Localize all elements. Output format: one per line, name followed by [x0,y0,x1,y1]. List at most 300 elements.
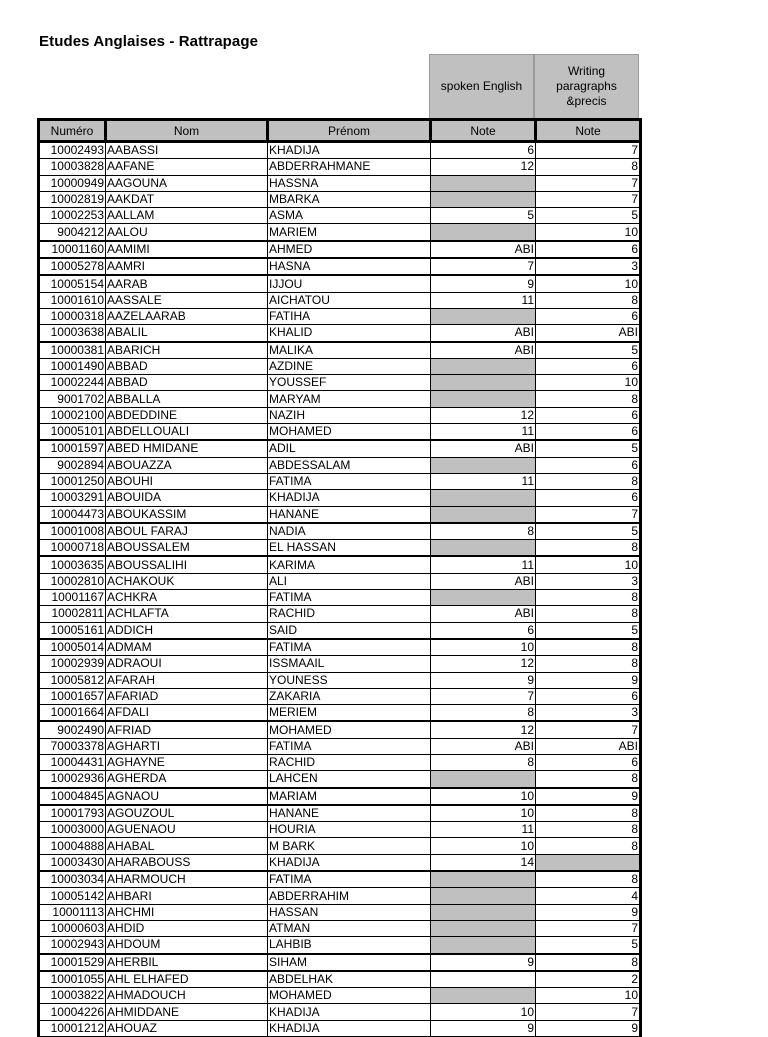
cell-note-spoken: ABI [431,342,536,359]
table-body [39,142,641,1037]
cell-nom: AARAB [106,275,268,292]
cell-numero: 10003635 [39,556,106,573]
cell-prenom: AICHATOU [268,292,431,308]
table-row [39,622,641,639]
table-row [39,1004,641,1020]
cell-prenom: ADIL [268,440,431,457]
cell-prenom: MARIEM [268,224,431,241]
cell-note-spoken: ABI [431,440,536,457]
table-row [39,292,641,308]
cell-note-spoken: ABI [431,241,536,258]
cell-nom: AFRIAD [106,721,268,738]
cell-prenom: FATIHA [268,308,431,324]
cell-numero: 9004212 [39,224,106,241]
cell-note-spoken: 10 [431,1004,536,1020]
cell-note-writing: 4 [536,888,641,904]
cell-nom: AALOU [106,224,268,241]
table-row [39,457,641,473]
cell-numero: 70003378 [39,738,106,754]
cell-numero: 10001490 [39,358,106,374]
table-row [39,606,641,622]
cell-note-spoken [431,308,536,324]
cell-numero: 10000381 [39,342,106,359]
cell-numero: 10001212 [39,1020,106,1036]
table-row [39,523,641,540]
cell-note-writing: 6 [536,407,641,423]
cell-nom: ABOUL FARAJ [106,523,268,540]
cell-prenom: HANANE [268,805,431,822]
cell-note-spoken [431,920,536,936]
cell-nom: AASSALE [106,292,268,308]
cell-prenom: HASSAN [268,904,431,920]
cell-note-writing: 8 [536,391,641,407]
table-row [39,275,641,292]
table-row [39,573,641,589]
cell-numero: 10000603 [39,920,106,936]
cell-note-writing: 8 [536,771,641,788]
cell-nom: AAMIMI [106,241,268,258]
cell-prenom: KHADIJA [268,854,431,871]
table-row [39,407,641,423]
table-row [39,590,641,606]
cell-note-writing: 7 [536,920,641,936]
cell-note-writing: 5 [536,622,641,639]
cell-prenom: MBARKA [268,191,431,207]
cell-nom: AGHARTI [106,738,268,754]
cell-prenom: MARIAM [268,788,431,805]
cell-note-writing: 8 [536,656,641,672]
subject-spoken-english-header: spoken English [429,54,534,118]
column-header-nom: Nom [106,120,268,142]
table-row [39,639,641,656]
cell-nom: ABBAD [106,375,268,391]
cell-note-writing: 8 [536,606,641,622]
table-row [39,473,641,489]
cell-prenom: MALIKA [268,342,431,359]
cell-nom: ABBALLA [106,391,268,407]
cell-prenom: MOHAMED [268,424,431,441]
cell-note-writing: 7 [536,191,641,207]
cell-nom: ADRAOUI [106,656,268,672]
cell-note-writing: 8 [536,292,641,308]
table-row [39,822,641,838]
cell-numero: 10002819 [39,191,106,207]
cell-prenom: AZDINE [268,358,431,374]
table-row [39,904,641,920]
cell-nom: ABDELLOUALI [106,424,268,441]
cell-note-writing: 8 [536,954,641,971]
cell-note-writing: 10 [536,275,641,292]
cell-note-writing: 5 [536,440,641,457]
cell-prenom: YOUNESS [268,672,431,688]
cell-numero: 10000949 [39,175,106,191]
table-row [39,490,641,506]
cell-note-writing: 5 [536,342,641,359]
table-row [39,358,641,374]
cell-nom: ACHKRA [106,590,268,606]
cell-prenom: ABDERRAHMANE [268,159,431,175]
cell-note-spoken [431,358,536,374]
table-row [39,771,641,788]
cell-note-spoken [431,175,536,191]
table-row [39,308,641,324]
cell-prenom: ZAKARIA [268,688,431,704]
table-row [39,325,641,342]
cell-nom: AHDOUM [106,937,268,954]
cell-prenom: ABDERRAHIM [268,888,431,904]
cell-prenom: MERIEM [268,705,431,722]
cell-note-spoken: ABI [431,573,536,589]
cell-note-writing: 7 [536,721,641,738]
cell-nom: ACHLAFTA [106,606,268,622]
cell-note-writing: 9 [536,672,641,688]
cell-numero: 10001664 [39,705,106,722]
cell-nom: AHERBIL [106,954,268,971]
cell-note-writing: 3 [536,705,641,722]
cell-numero: 10005278 [39,258,106,275]
table-row [39,920,641,936]
cell-note-writing: 10 [536,556,641,573]
cell-note-spoken: 10 [431,788,536,805]
table-row [39,159,641,175]
cell-nom: ABOUSSALIHI [106,556,268,573]
cell-prenom: ALI [268,573,431,589]
page-title: Etudes Anglaises - Rattrapage [39,33,259,50]
cell-note-spoken: 11 [431,292,536,308]
cell-note-spoken [431,224,536,241]
cell-numero: 10005812 [39,672,106,688]
cell-note-spoken: 9 [431,1020,536,1036]
cell-numero: 10002811 [39,606,106,622]
cell-numero: 9002894 [39,457,106,473]
cell-note-spoken: 12 [431,159,536,175]
cell-nom: AHABAL [106,838,268,854]
cell-note-writing: 5 [536,523,641,540]
cell-prenom: MARYAM [268,391,431,407]
table-row [39,375,641,391]
cell-numero: 10001793 [39,805,106,822]
cell-nom: AGHAYNE [106,754,268,770]
cell-prenom: FATIMA [268,639,431,656]
cell-note-writing: 8 [536,159,641,175]
cell-numero: 10001113 [39,904,106,920]
table-row [39,971,641,988]
cell-note-spoken [431,490,536,506]
cell-nom: AGNAOU [106,788,268,805]
cell-numero: 10004431 [39,754,106,770]
table-row [39,705,641,722]
cell-note-spoken: 8 [431,754,536,770]
cell-note-writing: 10 [536,224,641,241]
cell-prenom: AHMED [268,241,431,258]
cell-numero: 10005101 [39,424,106,441]
cell-note-spoken: 10 [431,639,536,656]
cell-numero: 10001167 [39,590,106,606]
cell-numero: 10004226 [39,1004,106,1020]
cell-prenom: EL HASSAN [268,540,431,557]
cell-note-spoken: 12 [431,721,536,738]
grades-table [37,118,642,1037]
cell-note-spoken: 9 [431,954,536,971]
cell-numero: 10002244 [39,375,106,391]
cell-nom: ADDICH [106,622,268,639]
cell-prenom: IJJOU [268,275,431,292]
cell-note-spoken: 5 [431,208,536,224]
cell-note-writing: 6 [536,688,641,704]
column-header-prenom: Prénom [268,120,431,142]
cell-note-spoken: 11 [431,556,536,573]
cell-nom: ABALIL [106,325,268,342]
cell-nom: ABOUIDA [106,490,268,506]
cell-prenom: FATIMA [268,871,431,888]
cell-note-spoken [431,771,536,788]
cell-note-spoken: 7 [431,688,536,704]
cell-nom: AAMRI [106,258,268,275]
cell-numero: 10003822 [39,988,106,1004]
cell-prenom: ATMAN [268,920,431,936]
cell-note-spoken [431,457,536,473]
cell-prenom: ISSMAAIL [268,656,431,672]
column-header-note-spoken: Note [431,120,536,142]
cell-numero: 10003034 [39,871,106,888]
cell-note-spoken: ABI [431,325,536,342]
cell-numero: 10004845 [39,788,106,805]
cell-numero: 10002810 [39,573,106,589]
cell-note-spoken [431,391,536,407]
cell-note-writing: ABI [536,325,641,342]
cell-prenom: M BARK [268,838,431,854]
cell-note-writing: 6 [536,754,641,770]
cell-note-spoken [431,590,536,606]
cell-numero: 10005161 [39,622,106,639]
cell-note-writing: 5 [536,208,641,224]
cell-note-writing: 7 [536,1004,641,1020]
cell-prenom: KHADIJA [268,1004,431,1020]
cell-nom: AAFANE [106,159,268,175]
cell-prenom: SAID [268,622,431,639]
cell-note-writing: 7 [536,175,641,191]
cell-note-writing: 8 [536,822,641,838]
table-row [39,391,641,407]
cell-prenom: ASMA [268,208,431,224]
cell-prenom: LAHCEN [268,771,431,788]
cell-prenom: RACHID [268,606,431,622]
cell-note-spoken: 9 [431,275,536,292]
cell-numero: 10001529 [39,954,106,971]
table-row [39,208,641,224]
cell-note-spoken: ABI [431,738,536,754]
cell-note-spoken: 8 [431,705,536,722]
cell-nom: AAKDAT [106,191,268,207]
table-row [39,556,641,573]
cell-note-writing: 9 [536,904,641,920]
cell-note-writing: 9 [536,788,641,805]
cell-prenom: FATIMA [268,590,431,606]
cell-note-spoken [431,506,536,523]
cell-note-spoken: 11 [431,424,536,441]
table-row [39,672,641,688]
cell-note-writing: ABI [536,738,641,754]
cell-numero: 10002493 [39,142,106,159]
cell-note-writing: 10 [536,988,641,1004]
cell-note-spoken: 7 [431,258,536,275]
cell-note-writing: 3 [536,573,641,589]
cell-prenom: FATIMA [268,738,431,754]
table-row [39,937,641,954]
cell-prenom: MOHAMED [268,721,431,738]
table-row [39,721,641,738]
cell-prenom: LAHBIB [268,937,431,954]
cell-note-writing: 3 [536,258,641,275]
cell-numero: 10002936 [39,771,106,788]
cell-note-writing: 8 [536,540,641,557]
cell-numero: 10005014 [39,639,106,656]
cell-nom: AFARAH [106,672,268,688]
cell-numero: 10003638 [39,325,106,342]
cell-prenom: ABDELHAK [268,971,431,988]
cell-prenom: HASNA [268,258,431,275]
cell-note-writing: 10 [536,375,641,391]
cell-note-writing: 8 [536,590,641,606]
table-row [39,805,641,822]
table-row [39,440,641,457]
cell-note-spoken: 11 [431,473,536,489]
cell-note-writing: 5 [536,937,641,954]
cell-note-writing: 6 [536,358,641,374]
cell-prenom: NAZIH [268,407,431,423]
cell-note-writing: 9 [536,1020,641,1036]
cell-note-spoken [431,988,536,1004]
cell-numero: 10002939 [39,656,106,672]
cell-note-spoken: 14 [431,854,536,871]
cell-numero: 10001250 [39,473,106,489]
table-row [39,506,641,523]
table-row [39,838,641,854]
cell-prenom: ABDESSALAM [268,457,431,473]
cell-prenom: SIHAM [268,954,431,971]
cell-note-writing: 6 [536,490,641,506]
table-row [39,871,641,888]
cell-nom: ABOUHI [106,473,268,489]
cell-note-writing: 7 [536,142,641,159]
cell-nom: AAZELAARAB [106,308,268,324]
cell-prenom: KHADIJA [268,142,431,159]
table-row [39,788,641,805]
cell-numero: 10000318 [39,308,106,324]
cell-nom: AAGOUNA [106,175,268,191]
cell-note-spoken [431,904,536,920]
cell-nom: AGUENAOU [106,822,268,838]
cell-numero: 10005154 [39,275,106,292]
cell-prenom: KHADIJA [268,1020,431,1036]
cell-note-writing: 8 [536,838,641,854]
table-row [39,738,641,754]
cell-nom: AGOUZOUL [106,805,268,822]
cell-note-spoken: 10 [431,838,536,854]
cell-nom: AHCHMI [106,904,268,920]
subject-writing-header: Writing paragraphs &precis [534,54,639,118]
cell-note-spoken [431,540,536,557]
table-row [39,424,641,441]
cell-prenom: NADIA [268,523,431,540]
cell-nom: AFARIAD [106,688,268,704]
cell-nom: ABOUKASSIM [106,506,268,523]
cell-note-writing: 8 [536,473,641,489]
table-row [39,656,641,672]
cell-nom: AABASSI [106,142,268,159]
cell-note-spoken [431,375,536,391]
cell-prenom: YOUSSEF [268,375,431,391]
cell-nom: ACHAKOUK [106,573,268,589]
table-row [39,688,641,704]
cell-nom: ABOUAZZA [106,457,268,473]
cell-note-spoken [431,191,536,207]
cell-numero: 9002490 [39,721,106,738]
table-row [39,540,641,557]
table-row [39,175,641,191]
cell-note-writing: 7 [536,506,641,523]
table-header-row [39,120,641,142]
cell-note-spoken [431,971,536,988]
cell-numero: 10001055 [39,971,106,988]
cell-note-writing: 6 [536,241,641,258]
cell-numero: 10001008 [39,523,106,540]
cell-note-spoken [431,937,536,954]
cell-prenom: KHADIJA [268,490,431,506]
table-row [39,754,641,770]
cell-note-spoken: 8 [431,523,536,540]
cell-note-spoken [431,888,536,904]
cell-nom: ABBAD [106,358,268,374]
cell-numero: 10003828 [39,159,106,175]
cell-prenom: MOHAMED [268,988,431,1004]
table-row [39,888,641,904]
column-header-note-writing: Note [536,120,641,142]
cell-note-spoken [431,871,536,888]
cell-nom: AFDALI [106,705,268,722]
cell-note-writing: 6 [536,308,641,324]
cell-numero: 10001597 [39,440,106,457]
cell-prenom: HANANE [268,506,431,523]
table-row [39,854,641,871]
cell-nom: ABDEDDINE [106,407,268,423]
cell-nom: AHDID [106,920,268,936]
cell-note-spoken: 6 [431,142,536,159]
cell-nom: AGHERDA [106,771,268,788]
cell-numero: 10004473 [39,506,106,523]
cell-numero: 10001160 [39,241,106,258]
cell-note-writing: 8 [536,805,641,822]
cell-note-writing: 2 [536,971,641,988]
cell-nom: AHL ELHAFED [106,971,268,988]
table-row [39,1020,641,1036]
cell-prenom: HASSNA [268,175,431,191]
cell-numero: 10000718 [39,540,106,557]
cell-nom: AHBARI [106,888,268,904]
cell-numero: 10004888 [39,838,106,854]
cell-nom: AHARABOUSS [106,854,268,871]
cell-nom: AHMADOUCH [106,988,268,1004]
cell-note-spoken: 11 [431,822,536,838]
cell-nom: AHARMOUCH [106,871,268,888]
table-row [39,258,641,275]
cell-nom: ABED HMIDANE [106,440,268,457]
cell-note-writing: 6 [536,457,641,473]
cell-nom: AHOUAZ [106,1020,268,1036]
cell-note-spoken: 12 [431,656,536,672]
cell-note-writing: 8 [536,871,641,888]
column-header-numero: Numéro [39,120,106,142]
